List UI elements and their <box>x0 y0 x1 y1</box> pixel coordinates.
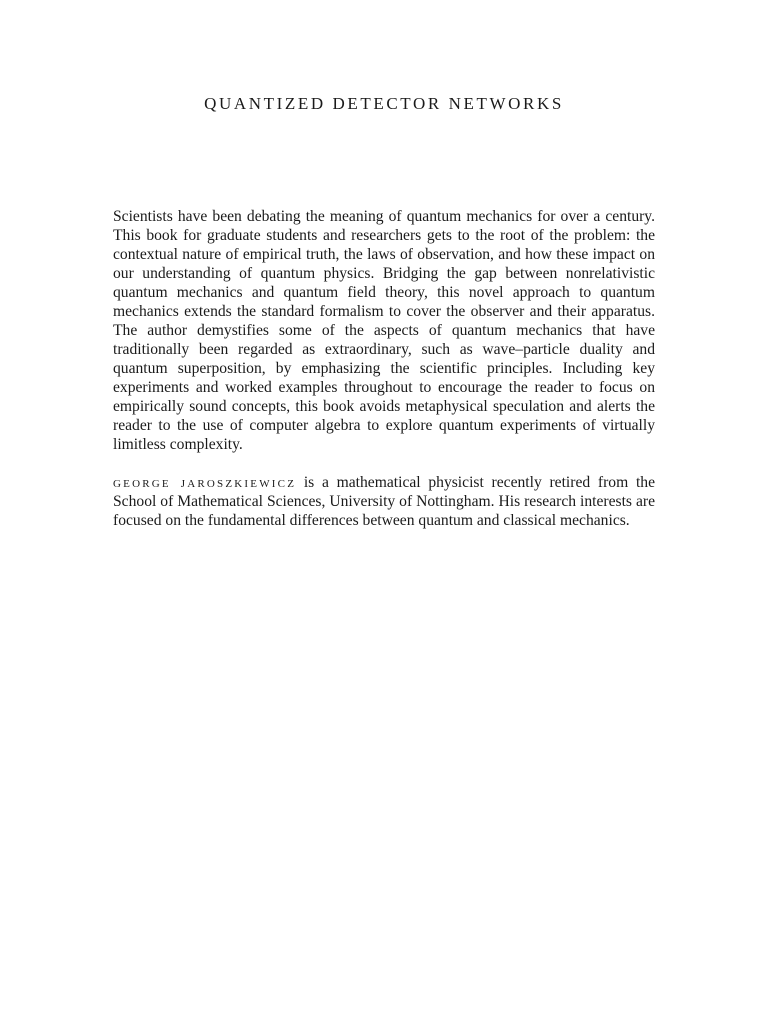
page-content <box>113 207 655 530</box>
author-bio-text: is a mathematical physicist recently retired from the School of Mathematical Sciences, University of Nottingham. His research interests are focused on the fundamental differences between quantum and classical mechanics. <box>113 474 655 529</box>
blurb-paragraph: Scientists have been debating the meaning of quantum mechanics for over a century. This book for graduate students and researchers gets to the root of the problem: the contextual nature of empirical truth, the laws of observation, and how these impact on our understanding of quantum physics. Bridging the gap between nonrelativistic quantum mechanics and quantum field theory, this novel approach to quantum mechanics extends the standard formalism to cover the observer and their apparatus. The author demystifies some of the aspects of quantum mechanics that have traditionally been regarded as extraordinary, such as wave–particle duality and quantum superposition, by emphasizing the scientific principles. Including key experiments and worked examples throughout to encourage the reader to focus on empirically sound concepts, this book avoids metaphysical speculation and alerts the reader to the use of computer algebra to explore quantum experiments of virtually limitless complexity. <box>113 208 655 453</box>
author-bio-paragraph <box>113 473 655 530</box>
page-title: QUANTIZED DETECTOR NETWORKS <box>204 94 564 113</box>
author-name: george jaroszkiewicz <box>113 474 297 491</box>
